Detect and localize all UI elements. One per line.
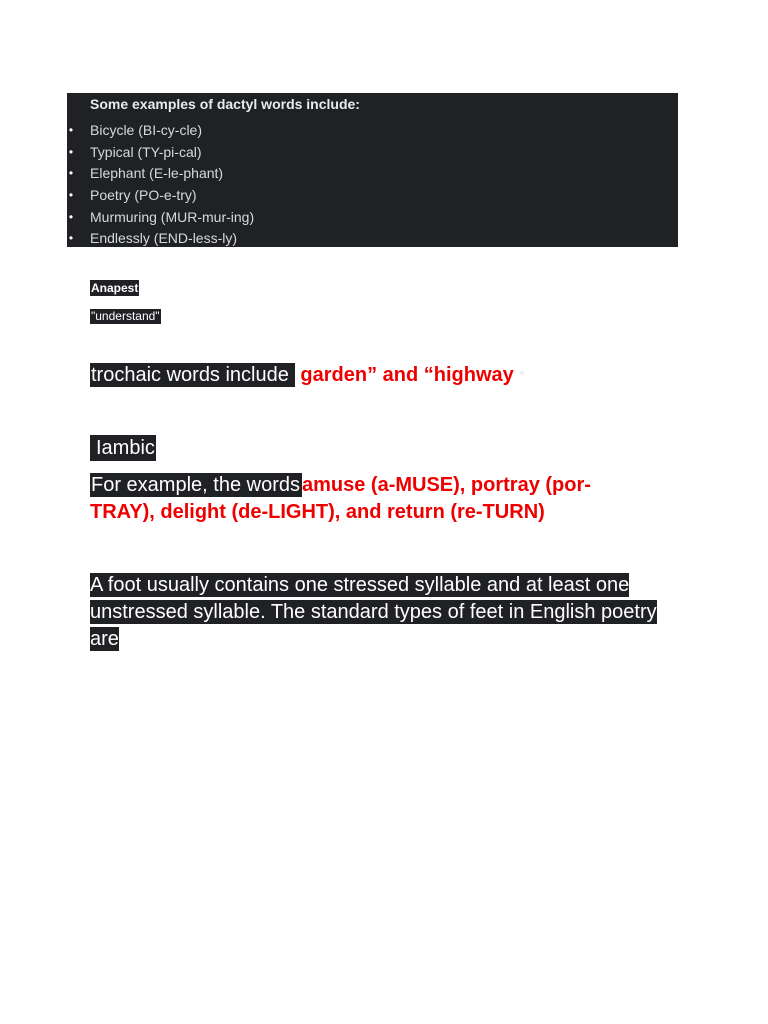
bullet-icon: •	[68, 166, 74, 181]
dactyl-examples-block	[67, 93, 678, 247]
dactyl-heading: Some examples of dactyl words include:	[90, 96, 360, 112]
iambic-lead-text: For example, the words	[91, 474, 300, 496]
list-item	[67, 120, 254, 142]
trochaic-lead-text: trochaic words include	[90, 363, 295, 387]
list-item	[67, 142, 254, 164]
trochaic-trailing-quote: ”	[519, 368, 525, 384]
trochaic-line	[90, 362, 524, 389]
iambic-heading: Iambic	[90, 435, 156, 461]
bullet-icon: •	[68, 231, 74, 246]
list-item-text: Elephant (E-le-phant)	[90, 165, 224, 182]
anapest-heading: Anapest	[91, 281, 139, 295]
list-item	[67, 228, 254, 247]
list-item-text: Endlessly (END-less-ly)	[90, 230, 238, 247]
anapest-example: "understand"	[91, 309, 160, 323]
iambic-examples: amuse (a-MUSE), portray (por-TRAY), delight (de-LIGHT), and return (re-TURN)	[90, 474, 591, 523]
list-item-text: Murmuring (MUR-mur-ing)	[90, 208, 255, 225]
foot-definition-paragraph	[90, 572, 682, 653]
list-item-text: Poetry (PO-e-try)	[90, 187, 197, 204]
bullet-icon: •	[68, 144, 74, 159]
list-item-text: Typical (TY-pi-cal)	[90, 143, 202, 160]
list-item-text: Bicycle (BI-cy-cle)	[90, 122, 203, 138]
bullet-icon: •	[68, 209, 74, 224]
dactyl-list	[67, 120, 254, 247]
trochaic-examples: garden” and “highway	[294, 364, 514, 386]
list-item	[67, 163, 254, 185]
bullet-icon: •	[68, 188, 74, 203]
foot-definition-text: A foot usually contains one stressed syllable and at least one unstressed syllable. The standard types of feet in English poetry are	[90, 574, 657, 650]
list-item	[67, 207, 254, 229]
iambic-example-paragraph	[90, 472, 650, 526]
bullet-icon: •	[68, 123, 74, 137]
list-item	[67, 185, 254, 207]
